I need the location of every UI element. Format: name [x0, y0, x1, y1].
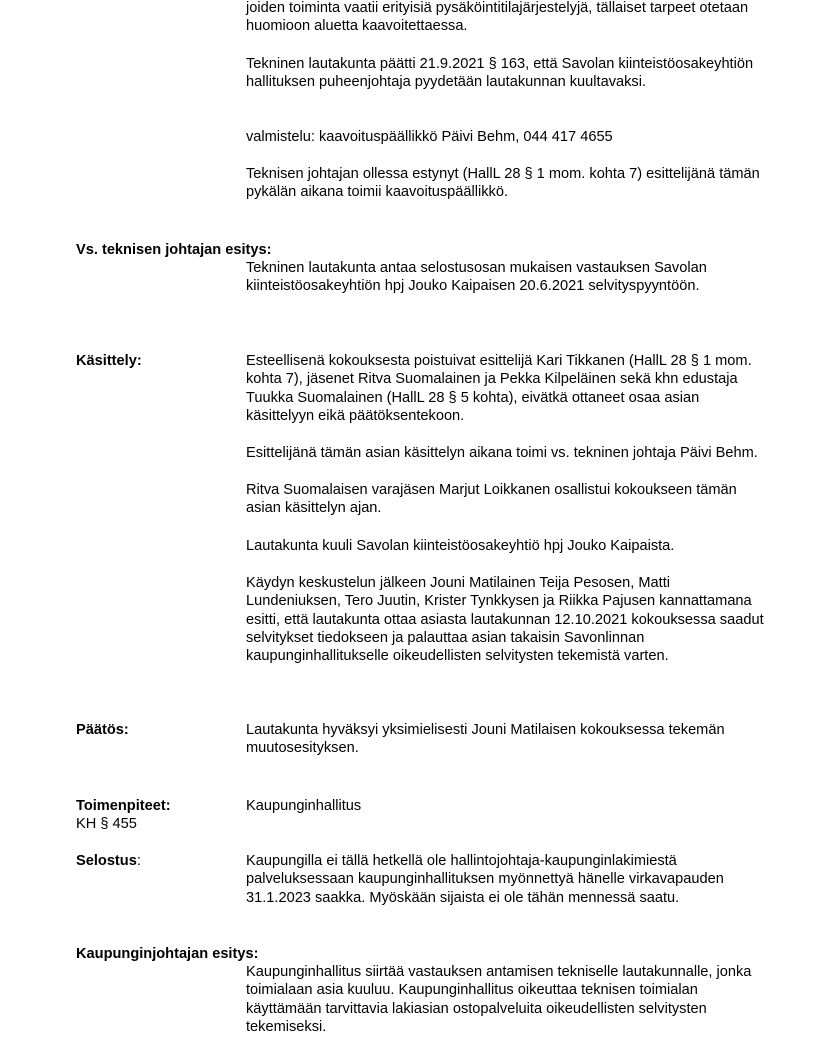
intro-paragraph-4: Teknisen johtajan ollessa estynyt (HallL 28 § 1 mom. kohta 7) esittelijänä tämän pykälän aikana toimii kaavoituspäällikkö.: [246, 166, 760, 201]
decision-label: Päätös:: [76, 722, 129, 738]
mayor-proposal-text: Kaupunginhallitus siirtää vastauksen antamisen tekniselle lautakunnalle, jonka toimialaan asia kuuluu. Kaupunginhallitus oikeuttaa teknisen toimialan käyttämään tarvittavia lakiasian ostopalveluita oikeudellisten selvitysten tekemiseksi.: [246, 964, 752, 1035]
handling-label: Käsittely:: [76, 353, 142, 369]
explanation-text: Kaupungilla ei tällä hetkellä ole hallintojohtaja-kaupunginlakimiestä palveluksessaan kaupunginhallituksen myönnettyä hänelle virkavapauden 31.1.2023 saakka. Myöskään sijaista ei ole tähän mennessä saatu.: [246, 853, 724, 906]
intro-paragraph-1: joiden toiminta vaatii erityisiä pysäköintitilajärjestelyjä, tällaiset tarpeet otetaan huomioon aluetta kaavoitettaessa.: [246, 0, 749, 35]
vs-proposal-label: Vs. teknisen johtajan esitys:: [76, 242, 272, 258]
handling-paragraph-4: Käydyn keskustelun jälkeen Jouni Matilainen Teija Pesosen, Matti Lundeniuksen, Tero Juutin, Krister Tynkkysen ja Riikka Pajusen kannattamana esitti, että lautakunta ottaa asiasta lautakunnan 12.10.2021 kokouksessa saadut selvitykset tiedokseen ja palauttaa asian takaisin Savonlinnan kaupunginhallitukselle oikeudellisten selvitysten tekemistä varten.: [246, 575, 764, 665]
actions-text: Kaupunginhallitus: [246, 798, 362, 814]
handling-paragraph-1: Esteellisenä kokouksesta poistuivat esittelijä Kari Tikkanen (HallL 28 § 1 mom. kohta 7), jäsenet Ritva Suomalainen ja Pekka Kilpeläinen sekä khn edustaja Tuukka Suomalainen (HallL 28 § 5 kohta), eivätkä ottaneet osaa asian käsittelyyn eikä päätöksentekoon.: [246, 353, 752, 424]
vs-proposal-text: Tekninen lautakunta antaa selostusosan mukaisen vastauksen Savolan kiinteistöosakeyhtiön hpj Jouko Kaipaisen 20.6.2021 selvityspyyntöön.: [246, 260, 707, 295]
handling-paragraph-2a: Esittelijänä tämän asian käsittelyn aikana toimi vs. tekninen johtaja Päivi Behm.: [246, 445, 758, 461]
intro-paragraph-2: Tekninen lautakunta päätti 21.9.2021 § 163, että Savolan kiinteistöosakeyhtiön hallituksen puheenjohtaja pyydetään lautakunnan kuultavaksi.: [246, 56, 754, 91]
actions-label: Toimenpiteet:: [76, 798, 171, 814]
explanation-label: [76, 852, 141, 870]
explanation-label-colon: :: [136, 853, 141, 869]
mayor-proposal-label: Kaupunginjohtajan esitys:: [76, 946, 259, 962]
explanation-label-text: Selostus: [76, 853, 137, 869]
handling-paragraph-3: Lautakunta kuuli Savolan kiinteistöosakeyhtiö hpj Jouko Kaipaista.: [246, 538, 675, 554]
handling-paragraph-2b: Ritva Suomalaisen varajäsen Marjut Loikkanen osallistui kokoukseen tämän asian käsittelyn ajan.: [246, 482, 737, 517]
decision-text: Lautakunta hyväksyi yksimielisesti Jouni Matilaisen kokouksessa tekemän muutosesityksen.: [246, 722, 725, 757]
preparer-line: valmistelu: kaavoituspäällikkö Päivi Behm, 044 417 4655: [246, 129, 613, 145]
kh-section-ref: KH § 455: [76, 816, 137, 832]
